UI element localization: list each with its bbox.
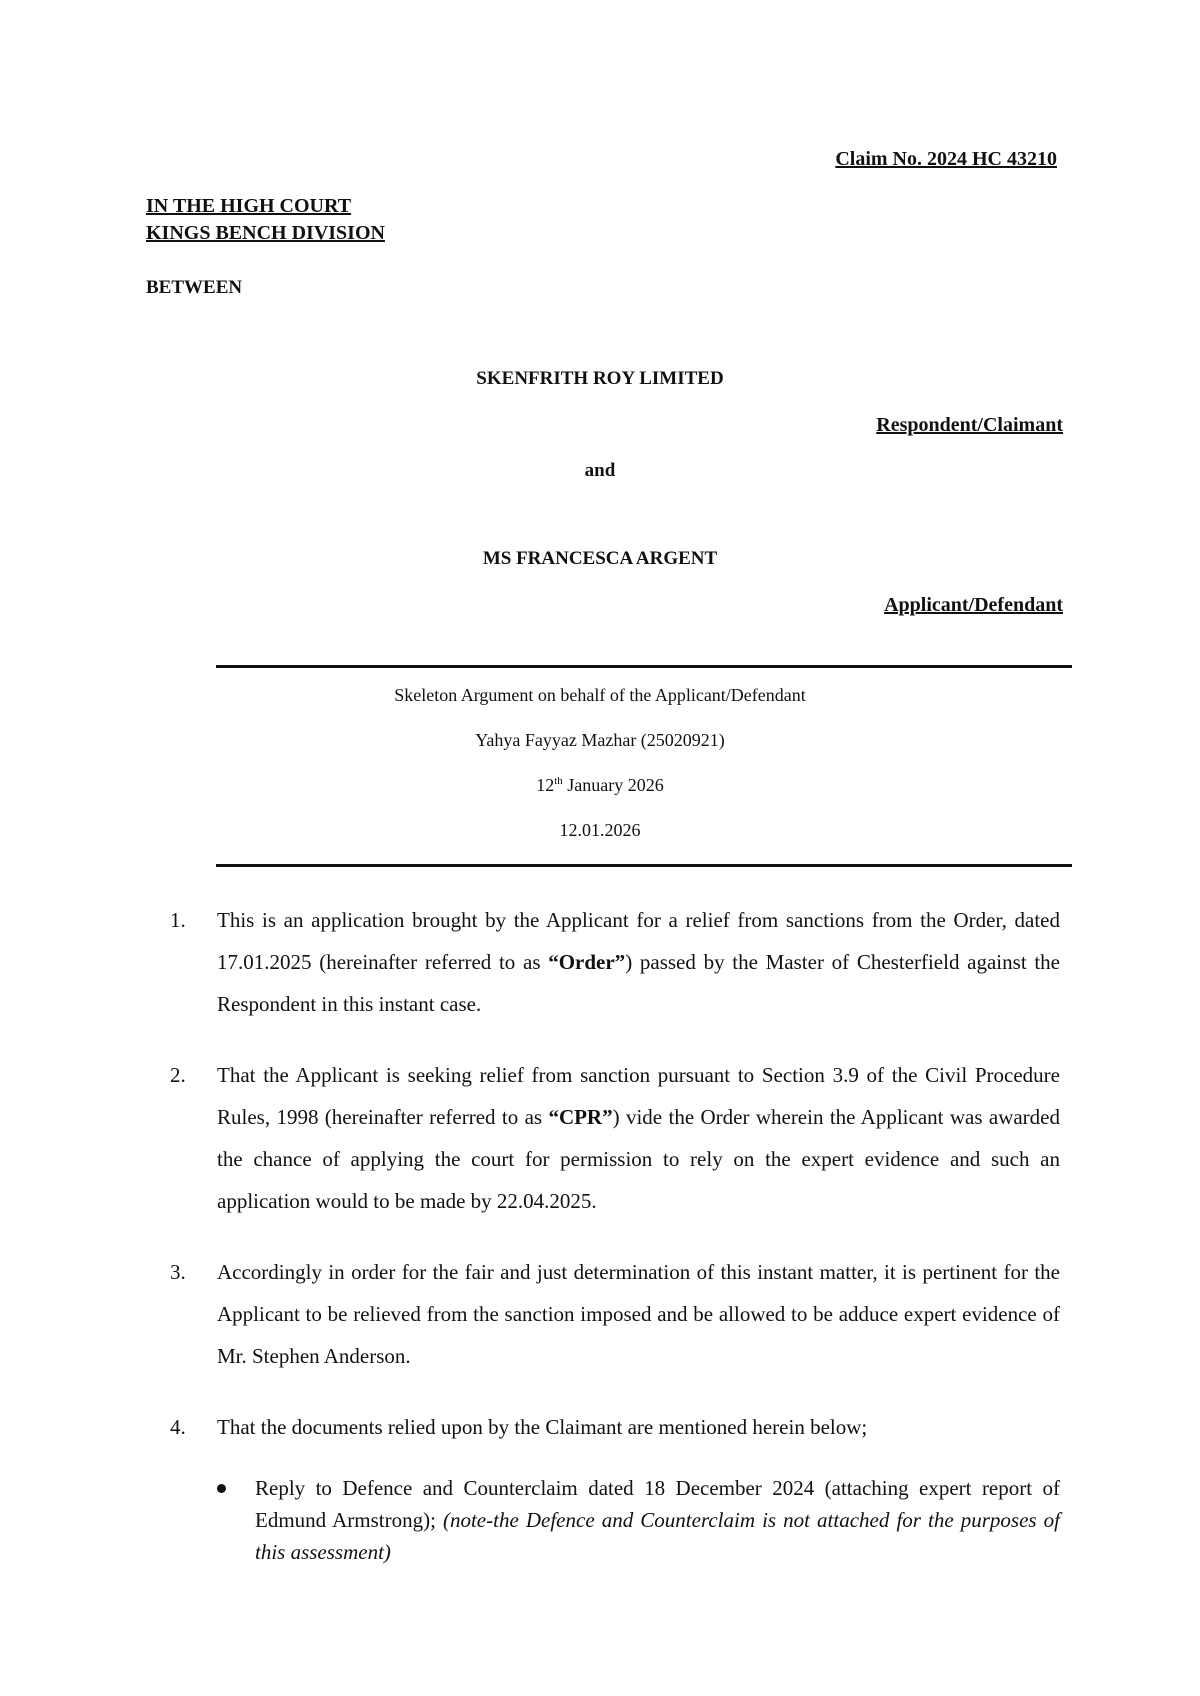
paragraph-text-part: ) vide the Order wherein the Applicant was awarded the chance of applying the court for permission to rely on the expert evidence and such an application would to be made by 22.04.2025. [217, 1105, 1060, 1213]
court-name: IN THE HIGH COURT [146, 195, 352, 217]
claimant-role: Respondent/Claimant [876, 414, 1063, 436]
defendant-name: MS FRANCESCA ARGENT [482, 548, 718, 569]
court-division: KINGS BENCH DIVISION [146, 222, 385, 244]
paragraph-text [217, 899, 1060, 1025]
paragraph-defined-term: “Order” [548, 950, 626, 974]
list-item [170, 1406, 1060, 1448]
list-item [170, 1054, 1060, 1222]
date-suffix: th [554, 775, 563, 787]
paragraph-text: Accordingly in order for the fair and just determination of this instant matter, it is pertinent for the Applicant to be relieved from the sanction imposed and be allowed to be adduce expert evidence of Mr. Stephen Anderson. [217, 1260, 1060, 1368]
bullet-text [255, 1472, 1060, 1568]
paragraph-text-part: That the Applicant is seeking relief from sanction pursuant to Section 3.9 of the Civil Procedure Rules, 1998 (hereinafter referred to as [217, 1063, 1060, 1129]
title-top-rule [216, 665, 1072, 668]
date-month-year: January 2026 [562, 775, 664, 795]
paragraph-text: That the documents relied upon by the Claimant are mentioned herein below; [217, 1415, 868, 1439]
defendant-role: Applicant/Defendant [884, 594, 1063, 616]
document-date-numeric: 12.01.2026 [559, 820, 641, 840]
paragraph-number: 3. [170, 1260, 186, 1284]
date-day: 12 [536, 775, 555, 795]
between-label: BETWEEN [146, 277, 243, 298]
list-item [217, 1472, 1060, 1568]
paragraph-text-part: ) passed by the Master of Chesterfield against the Respondent in this instant case. [217, 950, 1061, 1016]
court-heading [146, 193, 385, 247]
list-item [170, 1251, 1060, 1377]
claimant-name: SKENFRITH ROY LIMITED [476, 368, 724, 389]
bullet-note: (note-the Defence and Counterclaim is not attached for the purposes of this assessment) [255, 1508, 1061, 1564]
paragraph-number: 1. [170, 908, 186, 932]
document-author: Yahya Fayyaz Mazhar (25020921) [475, 730, 725, 750]
document-date [0, 775, 1200, 796]
document-title: Skeleton Argument on behalf of the Applicant/Defendant [394, 685, 806, 705]
claim-number: Claim No. 2024 HC 43210 [835, 148, 1057, 170]
bullet-text-part: Reply to Defence and Counterclaim dated 18 December 2024 (attaching expert report of Edmund Armstrong); [255, 1476, 1060, 1532]
paragraph-text-part: This is an application brought by the Applicant for a relief from sanctions from the Order, dated 17.01.2025 (hereinafter referred to as [217, 908, 1060, 974]
list-item [170, 899, 1060, 1025]
paragraph-number: 2. [170, 1063, 186, 1087]
title-bottom-rule [216, 864, 1072, 867]
parties-conjunction: and [584, 460, 616, 481]
bullet-icon [217, 1484, 226, 1493]
paragraph-defined-term: “CPR” [548, 1105, 613, 1129]
paragraph-number: 4. [170, 1415, 186, 1439]
paragraph-text [217, 1054, 1060, 1222]
